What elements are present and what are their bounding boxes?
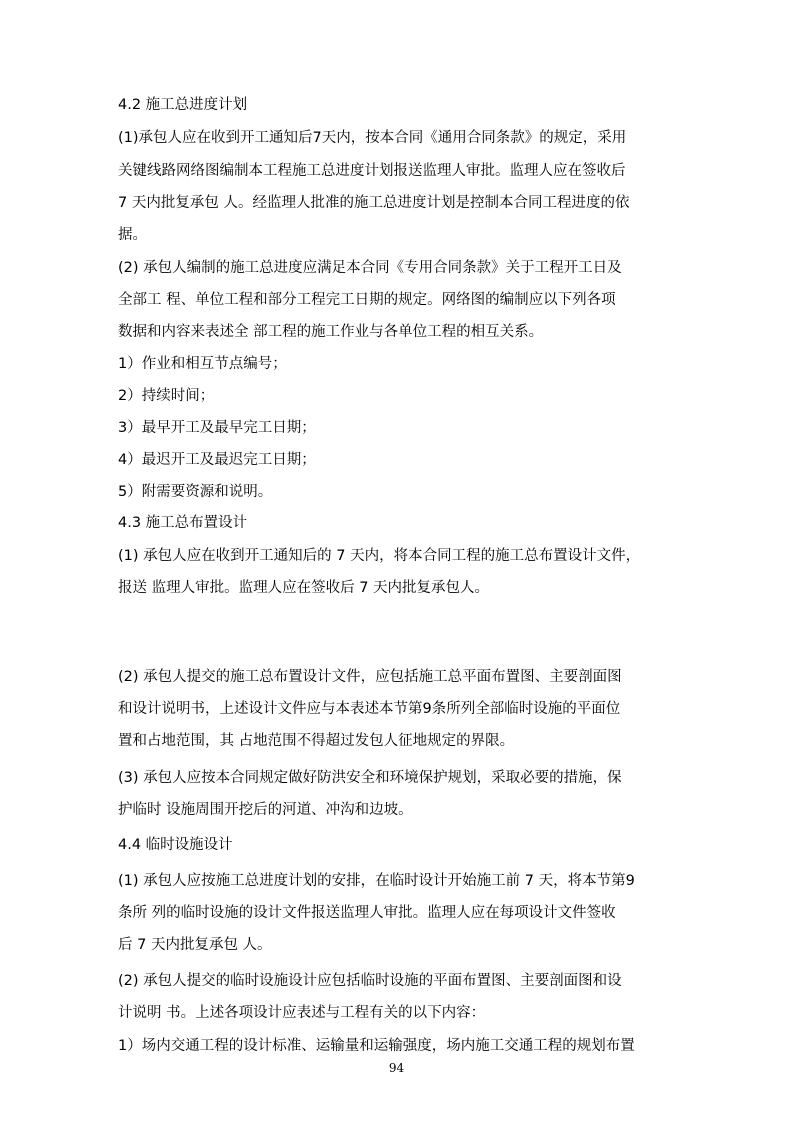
- paragraph-line: 7 天内批复承包 人。经监理人批准的施工总进度计划是控制本合同工程进度的依: [118, 195, 630, 211]
- paragraph-line: 置和占地范围，其 占地范围不得超过发包人征地规定的界限。: [118, 733, 515, 749]
- paragraph-line: (1) 承包人应按施工总进度计划的安排，在临时设计开始施工前 7 天，将本节第9: [118, 873, 635, 889]
- paragraph-line: 后 7 天内批复承包 人。: [118, 937, 272, 953]
- paragraph-line: (3) 承包人应按本合同规定做好防洪安全和环境保护规划，采取必要的措施，保: [118, 770, 622, 786]
- paragraph-line: 计说明 书。上述各项设计应表述与工程有关的以下内容：: [118, 1005, 486, 1021]
- paragraph-line: 据。: [118, 227, 147, 243]
- paragraph-line: (1)承包人应在收到开工通知后7天内，按本合同《通用合同条款》的规定，采用: [118, 130, 627, 146]
- list-item: 1）作业和相互节点编号；: [118, 356, 287, 372]
- page-number: 94: [388, 1061, 405, 1075]
- list-item: 2）持续时间；: [118, 388, 215, 404]
- paragraph-line: 关键线路网络图编制本工程施工总进度计划报送监理人审批。监理人应在签收后: [118, 163, 626, 179]
- section-heading-4-3: 4.3 施工总布置设计: [118, 515, 248, 531]
- list-item: 3）最早开工及最早完工日期；: [118, 420, 316, 436]
- paragraph-line: (1) 承包人应在收到开工通知后的 7 天内，将本合同工程的施工总布置设计文件，: [118, 548, 641, 564]
- section-heading-4-2: 4.2 施工总进度计划: [118, 97, 248, 113]
- paragraph-line: 和设计说明书，上述设计文件应与本表述本节第9条所列全部临时设施的平面位: [118, 701, 621, 717]
- list-item: 1）场内交通工程的设计标准、运输量和运输强度，场内施工交通工程的规划布置: [118, 1038, 635, 1054]
- paragraph-line: (2) 承包人提交的临时设施设计应包括临时设施的平面布置图、主要剖面图和设: [118, 973, 622, 989]
- paragraph-line: 数据和内容来表述全 部工程的施工作业与各单位工程的相互关系。: [118, 324, 544, 340]
- paragraph-line: 条所 列的临时设施的设计文件报送监理人审批。监理人应在每项设计文件签收: [118, 905, 616, 921]
- paragraph-line: (2) 承包人提交的施工总布置设计文件，应包括施工总平面布置图、主要剖面图: [118, 669, 622, 685]
- paragraph-line: 全部工 程、单位工程和部分工程完工日期的规定。网络图的编制应以下列各项: [118, 292, 616, 308]
- paragraph-line: 报送 监理人审批。监理人应在签收后 7 天内批复承包人。: [118, 580, 490, 596]
- paragraph-line: 护临时 设施周围开挖后的河道、冲沟和边坡。: [118, 802, 413, 818]
- section-heading-4-4: 4.4 临时设施设计: [118, 837, 233, 853]
- paragraph-line: (2) 承包人编制的施工总进度应满足本合同《专用合同条款》关于工程开工日及: [118, 260, 622, 276]
- list-item: 4）最迟开工及最迟完工日期；: [118, 452, 316, 468]
- list-item: 5）附需要资源和说明。: [118, 484, 273, 500]
